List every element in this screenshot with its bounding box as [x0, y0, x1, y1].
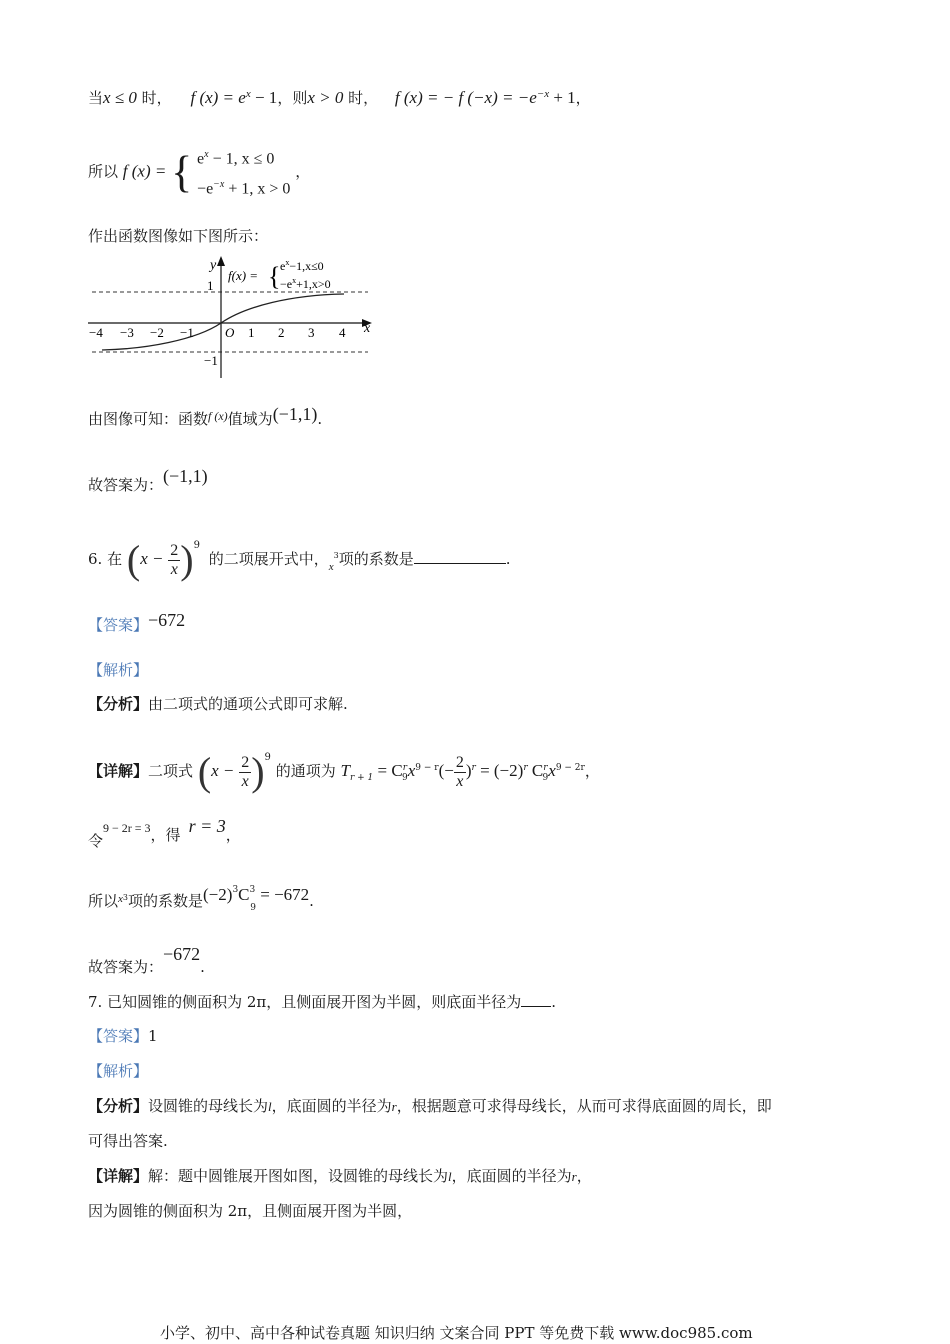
- page-footer: 小学、初中、高中各种试卷真题 知识归纳 文案合同 PPT 等免费下载 www.doc985.com: [160, 1324, 753, 1342]
- text-line: 作出函数图像如下图所示：: [88, 227, 269, 245]
- text: 所以: [88, 162, 119, 181]
- analysis-line: 可得出答案.: [88, 1132, 168, 1150]
- math: + 1: [549, 88, 576, 107]
- math: f (x) = e: [190, 88, 246, 107]
- analysis-tag: 【解析】: [88, 661, 149, 679]
- analysis-tag: 【解析】: [88, 1062, 149, 1080]
- x-tick: 3: [308, 325, 315, 340]
- question-7: 7. 已知圆锥的侧面积为 2π，且侧面展开图为半圆，则底面半径为 .: [88, 993, 557, 1011]
- detail-line: 【详解】二项式 (x − $\frac{2}{x}$ )$^9$ 的通项为 $T_{r + 1} = C^r_9x^{9 - r}(-$ $\frac{2}{x}$ )$^r = (-2)^r$ $C^r_9x^{9 - 2r}$，: [88, 749, 600, 794]
- math-sup: −x: [536, 88, 550, 100]
- legend-lhs: f(x) =: [228, 268, 259, 283]
- final-answer-line: 故答案为：−672.: [88, 944, 205, 976]
- x-tick: 4: [339, 325, 346, 340]
- function-graph: [86, 254, 386, 380]
- legend-brace: {: [268, 262, 281, 291]
- x-label: x: [364, 321, 371, 336]
- legend-case1: $e^x-1,x\le 0$: [280, 258, 324, 273]
- fraction: $\frac{2}{x}$: [241, 753, 250, 790]
- question-6: 6. 在 (x − $\frac{2}{x}$ )$^9$ 的二项展开式中，$_x^3$项的系数是 .: [88, 537, 511, 582]
- y-tick-1: 1: [207, 278, 214, 293]
- fraction: $\frac{2}{x}$: [455, 753, 464, 790]
- math: f (x) =: [122, 161, 167, 181]
- text: 时，: [136, 89, 172, 107]
- detail-line: 所以$^{x3}$项的系数是$(-2)^3C^3_9 = -672$.: [88, 885, 314, 913]
- detail-line: 令$^{9 - 2r = 3}$，得 r = 3，: [88, 816, 241, 850]
- analysis-line: 【分析】由二项式的通项公式即可求解.: [88, 695, 348, 713]
- text: 时，: [343, 89, 379, 107]
- x-tick: −2: [150, 325, 164, 340]
- detail-line: 因为圆锥的侧面积为 2π，且侧面展开图为半圆，: [88, 1202, 413, 1220]
- fraction: $\frac{2}{x}$: [170, 541, 179, 578]
- text-line: 由图像可知：函数$^{f (x)}$值域为(−1,1).: [88, 404, 323, 428]
- piecewise-cases: $e^x - 1$, x ≤ 0 $-e^{-x} + 1$, x > 0: [197, 149, 291, 198]
- x-tick: 1: [248, 325, 255, 340]
- legend-case2: $-e^x+1,x>0$: [280, 276, 331, 291]
- text: ，: [575, 89, 591, 107]
- text-line: [88, 84, 591, 108]
- y-label: y: [210, 258, 217, 273]
- answer-blank[interactable]: [414, 549, 506, 564]
- answer-blank[interactable]: [521, 992, 551, 1007]
- analysis-line: 【分析】设圆锥的母线长为l，底面圆的半径为r，根据题意可求得母线长，从而可求得底面圆的周长，即: [88, 1097, 772, 1115]
- y-arrow: [217, 256, 225, 266]
- answer-line: 【答案】−672: [88, 610, 186, 634]
- text-line: [88, 142, 310, 203]
- x-tick: −1: [180, 325, 194, 340]
- text: ，则: [277, 89, 308, 107]
- y-tick-neg1: −1: [204, 353, 218, 368]
- answer-line: 【答案】1: [88, 1027, 158, 1045]
- math: f (x) = − f (−x) = −e: [394, 88, 537, 107]
- brace: {: [171, 147, 193, 197]
- math-sup: x: [245, 88, 251, 100]
- x-tick: 2: [278, 325, 285, 340]
- math: x ≤ 0: [103, 88, 137, 107]
- function-curve: [102, 294, 344, 350]
- text: 当: [88, 89, 104, 107]
- origin-label: O: [225, 325, 235, 340]
- text-line: 故答案为：(−1,1): [88, 466, 208, 494]
- math: x > 0: [307, 88, 344, 107]
- x-tick: −3: [120, 325, 134, 340]
- x-tick: −4: [89, 325, 103, 340]
- text: ，: [295, 162, 311, 181]
- detail-line: 【详解】解：题中圆锥展开图如图，设圆锥的母线长为l，底面圆的半径为r，: [88, 1167, 592, 1185]
- math: − 1: [250, 88, 278, 107]
